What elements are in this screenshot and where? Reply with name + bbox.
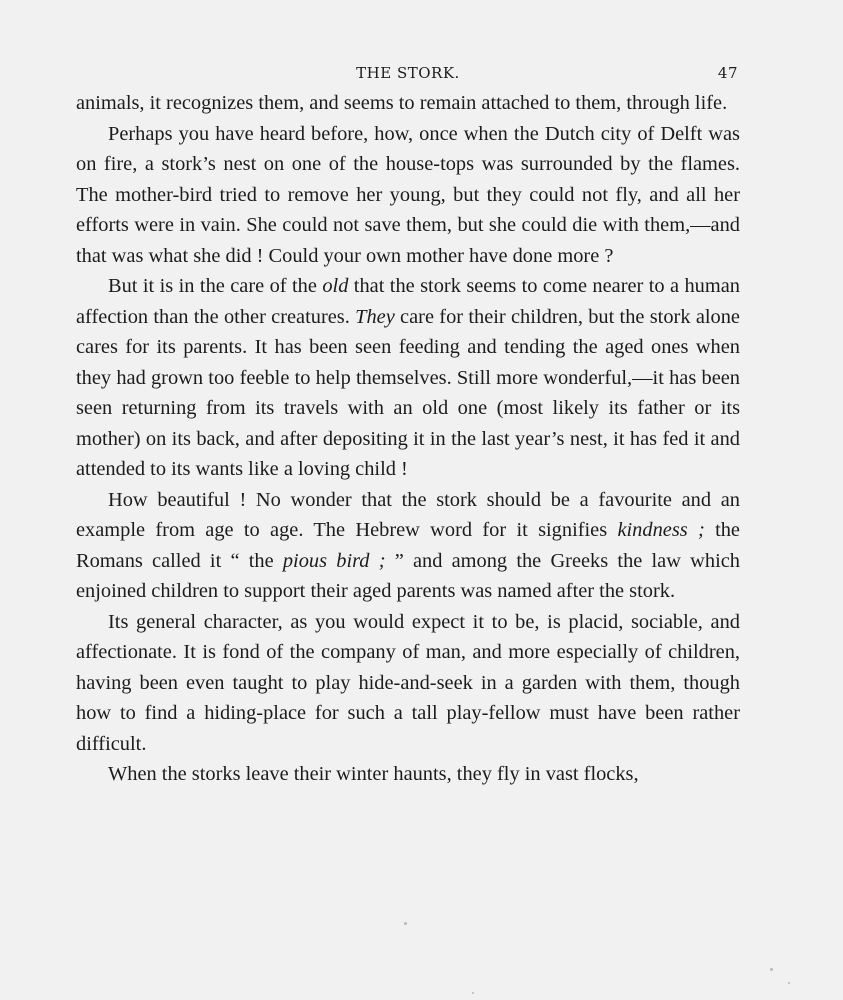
paper-speck [404, 922, 407, 925]
page-number: 47 [717, 64, 738, 82]
italic-old: old [322, 275, 349, 297]
book-page [76, 58, 740, 790]
running-head [76, 58, 740, 88]
italic-kindness: kindness ; [617, 519, 705, 541]
paragraph-6: When the storks leave their winter haunts, they fly in vast flocks, [108, 763, 639, 785]
paragraph-3-part-a: But it is in the care of the [108, 275, 323, 297]
paragraph-3-part-e: care for their children, but the stork alone cares for its parents. It has been seen feeding and tending the aged ones when they had grown too feeble to help themselves. Still more wonderful,—it has been seen returning from its travels with an old one (most likely its father or its mother) on its back, and after depositing it in the last year’s nest, it has fed it and attended to its wants like a loving child ! [76, 305, 740, 480]
paragraph-1: animals, it recognizes them, and seems to remain attached to them, through life. [76, 92, 728, 114]
paragraph-2: Perhaps you have heard before, how, once when the Dutch city of Delft was on fire, a stork’s nest on one of the house-tops was surrounded by the flames. The mother-bird tried to remove her young, but they could not fly, and all her efforts were in vain. She could not save them, but she could die with them,—and that was what she did ! Could your own mother have done more ? [76, 122, 740, 267]
running-title: THE STORK. [356, 64, 460, 82]
italic-pious-bird: pious bird ; [282, 549, 386, 572]
paragraph-4-part-c: the Romans called it “ the [76, 519, 740, 572]
paragraph-4 [76, 485, 740, 607]
paper-speck [788, 982, 790, 984]
paper-speck [472, 992, 474, 994]
body-text [76, 88, 740, 790]
paragraph-3 [76, 271, 740, 485]
paragraph-3-part-c: that the stork seems to come nearer to a human affection than the other creatures. [76, 275, 740, 328]
italic-they: They [355, 305, 395, 328]
paragraph-4-part-a: How beautiful ! No wonder that the stork should be a favourite and an example from age to age. The Hebrew word for it signifies [76, 488, 740, 541]
paper-speck [770, 968, 773, 971]
paragraph-5: Its general character, as you would expect it to be, is placid, sociable, and affectionate. It is fond of the company of man, and more especially of children, having been even taught to play hide-and-seek in a garden with them, though how to find a hiding-place for such a tall play-fellow must have been rather difficult. [76, 610, 740, 755]
paragraph-4-part-e: ” and among the Greeks the law which enjoined children to support their aged parents was named after the stork. [76, 549, 741, 602]
